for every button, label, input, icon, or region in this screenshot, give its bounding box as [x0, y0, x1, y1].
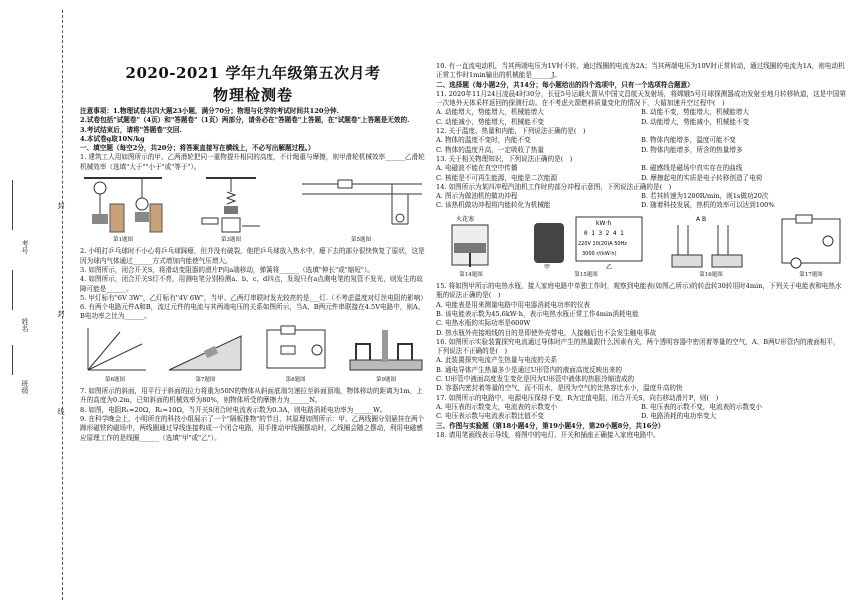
- question-18: 18. 请用笔画线表示导线，将图中的电灯、开关和插座正确接入家庭电路中。: [436, 430, 660, 439]
- q11-option-a: A. 动能增大，势能增大，机械能增大: [436, 108, 544, 117]
- household-circuit-diagram-icon: [296, 174, 426, 236]
- class-field[interactable]: [12, 345, 13, 375]
- name-field[interactable]: [12, 270, 13, 310]
- figure-row-2: [80, 324, 426, 385]
- question-15: 15. 将如图甲所示的电热水瓶，接入家庭电路中单独工作时，观察到电能表(如图乙所示)的转盘转30转用时4min，下列关于电能表和电热水瓶的说法正确的是( ): [436, 282, 842, 300]
- figure-14: [436, 213, 506, 280]
- q15-option-a: A. 电能表是用来测量电路中用电器消耗电功率的仪表: [436, 300, 591, 309]
- q14-option-c: C. 该热机做功冲程将内能转化为机械能: [436, 201, 551, 210]
- figure-5: [296, 174, 426, 245]
- figure-14-caption: 第14题图: [459, 271, 483, 278]
- q15-option-c: C. 电热水瓶的实际功率是600W: [436, 319, 531, 328]
- right-column: [436, 62, 846, 440]
- figure-3-caption: 第3题图: [221, 237, 241, 244]
- resistor-circuit-icon: [261, 324, 331, 376]
- figure-7: [165, 324, 245, 385]
- question-13: 13. 关于相关物理知识，下列说法正确的是( ): [436, 154, 573, 163]
- spark-plug-label: 火花塞: [456, 215, 475, 223]
- question-6: 6. 有两个电路元件A和B，流过元件的电流与其两端电压的关系如图所示，当A、B两元件串联接在4.5V电路中，则A、B电功率之比为______。: [80, 303, 425, 321]
- exam-no-label: 考号: [21, 240, 29, 254]
- q11-option-b: B. 动能不变，势能增大，机械能增大: [641, 108, 749, 117]
- figure-1-caption: 第1题图: [113, 237, 133, 244]
- binding-dashed-line: [62, 10, 63, 600]
- binding-margin: [0, 0, 78, 608]
- section-2-heading: 二、选择题（每小题2分，共14分；每小题给出的四个选项中，只有一个选项符合题意）: [436, 80, 694, 89]
- meter-rating: 220V 10(20)A 50Hz: [578, 240, 627, 247]
- seal-label-2: 封: [57, 310, 65, 317]
- figure-16: [666, 213, 756, 280]
- q15-option-d: D. 热水瓶外壳接地线的目的是即使外壳带电，人接触后也不会发生触电事故: [436, 328, 657, 337]
- iv-graph-icon: [80, 324, 150, 376]
- figure-8: [261, 324, 331, 385]
- q17-option-d: D. 电路消耗的电功率变大: [641, 412, 717, 421]
- section-3-heading: 三、作图与实验题（第18小题4分，第19小题4分，第20小题8分，共16分）: [436, 421, 665, 430]
- figure-9-caption: 第9题图: [375, 376, 396, 383]
- question-7: 7. 如图所示的斜面，用平行于斜面的拉力将重为50N的物体从斜面底端匀速拉至斜面顶端，物体移动的距离为1m，上升的高度为0.2m，已知斜面的机械效率为80%，则物体所受的摩擦力为______N。: [80, 387, 423, 405]
- note-1: 注意事项：1.物理试卷共四大题23小题，满分70分；物理与化学的考试时间共120分钟.: [80, 107, 339, 115]
- incline-diagram-icon: [165, 324, 245, 376]
- seal-label: 封: [57, 202, 65, 209]
- figure-8-caption: 第8题图: [285, 376, 306, 383]
- question-16: 16. 如图所示实验装置探究电流通过导体时产生的热量跟什么因素有关，两个透明容器中密闭着等量的空气，A、B两U形管内的液面相平，下列说法不正确的是( ): [436, 337, 840, 356]
- q12-option-c: C. 物体的温度升高，一定吸收了热量: [436, 145, 544, 154]
- q16-option-a: A. 此装置探究电流产生热量与电流的关系: [436, 356, 558, 365]
- question-10: 10. 有一直流电动机，当其两端电压为1V时不转，通过线圈的电流为2A；当其两端电压为10V时正常转动，通过线圈的电流为1A，则电动机正常工作时1min输出的机械能是______J。: [436, 62, 845, 80]
- note-2: 2.试卷包括"试题卷"（4页）和"答题卷"（1页）两部分，请务必在"答题卷"上答题，在"试题卷"上答题是无效的.: [80, 116, 410, 125]
- question-1: 1. 建筑工人用如图所示的甲、乙两滑轮把同一重物提升相同的高度，不计绳重与摩擦，则甲滑轮机械效率______乙滑轮机械效率（选填"大于""小于"或"等于"）。: [80, 153, 425, 171]
- q17-option-a: A. 电压表的示数变大，电流表的示数变小: [436, 402, 558, 411]
- q17-option-c: C. 电压表示数与电流表示数比值不变: [436, 412, 544, 421]
- exam-title: 2020-2021 学年九年级第五次月考: [125, 64, 381, 82]
- q17-option-b: B. 电压表的示数不变，电流表的示数变小: [641, 402, 763, 411]
- q12-option-a: A. 物体的温度不变时，内能不变: [436, 136, 531, 145]
- q16-option-d: D. 容器内密封着等量的空气，而不用水，是因为空气的比热容比水小，温度升高的快: [436, 384, 683, 393]
- q11-option-d: D. 动能增大，势能减小，机械能不变: [641, 117, 750, 126]
- class-label: 班级: [21, 380, 29, 394]
- q13-option-d: D. 摩擦起电的实质是电子转移创造了电荷: [641, 173, 763, 182]
- line-label: 线: [57, 408, 65, 415]
- q14-option-d: D. 随着科技发展，热机的效率可以达到100%: [641, 201, 775, 210]
- kettle-and-meter-icon: [526, 213, 646, 271]
- figure-16-caption: 第16题图: [699, 271, 723, 278]
- q13-option-a: A. 电磁波不能在真空中传播: [436, 164, 518, 173]
- electromagnet-diagram-icon: [196, 174, 266, 236]
- note-3: 3.考试结束后，请将"答题卷"交回.: [80, 125, 182, 134]
- note-4: 4.本试卷g取10N/kg: [80, 134, 145, 143]
- figure-row-3: [436, 213, 846, 280]
- q14-option-b: B. 若其转速为1200R/min，则1s做功20次: [641, 192, 769, 201]
- fig15-jia-label: 甲: [544, 263, 551, 271]
- figure-15-caption: 第15题图: [574, 271, 598, 278]
- figure-row-1: [80, 174, 426, 245]
- figure-1: [80, 174, 166, 245]
- question-5: 5. 甲灯标有"6V 3W"，乙灯标有"4V 6W"，当甲、乙两灯串联时发光较亮的是___灯.（不考虑温度对灯丝电阻的影响）: [80, 293, 427, 302]
- q16-option-c: C. U形管中液面高度发生变化是因为U形管中液体的热胀冷缩造成的: [436, 375, 635, 384]
- figure-9: [346, 324, 426, 385]
- q13-option-c: C. 核能是不可再生能源，电能是二次能源: [436, 173, 558, 182]
- question-4: 4. 如图所示，闭合开关S灯不亮，用测电笔分别检测a、b、c、d四点，发现只有a点测电笔的氖管不发光，则发生的故障可能是______。: [80, 275, 423, 293]
- left-column: [80, 107, 426, 443]
- question-17: 17. 如图所示的电路中，电源电压保持不变，R为定值电阻，闭合开关S，向右移动滑片P，则( ): [436, 393, 719, 402]
- q13-option-b: B. 磁感线是磁场中真实存在的曲线: [641, 164, 743, 173]
- u-tube-diagram-icon: [666, 213, 756, 271]
- q12-option-b: B. 物体内能增多，温度可能不变: [641, 136, 736, 145]
- fig15-yi-label: 乙: [606, 263, 613, 271]
- q14-option-a: A. 图示为做油机的做功冲程: [436, 192, 518, 201]
- q11-option-c: C. 动能减小，势能增大，机械能不变: [436, 117, 544, 126]
- figure-3: [196, 174, 266, 245]
- figure-17: [776, 213, 846, 280]
- name-label: 姓名: [21, 318, 29, 332]
- pulley-diagram-icon: [80, 174, 166, 236]
- question-11: 11. 2020年11月24日凌晨4时30分，长征5号运载火箭从中国文昌航天发射场，将嫦娥5号月球探测器成功发射至地月转移轨道，这是中国第一次地外天体采样返回的探测行动。在不考虑火箭燃料质量变化的情况下，大循加速升空过程中( ): [436, 89, 846, 108]
- q15-option-b: B. 该电能表示数为45.6kW·h，表示电热水瓶正常工作4min消耗电能: [436, 309, 639, 318]
- meter-revs: 3000 r/(kW·h): [582, 250, 617, 257]
- meter-reading: 0 1 3 2 4 1: [584, 229, 624, 237]
- question-14: 14. 如图所示为某四冲程汽油机工作时的部分冲程示意图，下列说法正确的是( ): [436, 182, 672, 191]
- slider-circuit-icon: [776, 213, 846, 271]
- figure-6: [80, 324, 150, 385]
- figure-17-caption: 第17题图: [799, 271, 823, 278]
- question-9: 9. 在科学晚会上，小明所在的科技小组展示了一个"隔板推物"的节目，其原理如图所示：甲、乙两线圈分别悬挂在两个蹄形磁铁的磁场中，两线圈通过导线连接构成一个闭合电路，用手推动甲线圈摆动时，乙线圈会随之摆动，利用电磁感应原理工作的是线圈______（选填"甲"或"乙"）。: [80, 414, 425, 442]
- fig16-ab-label: A B: [696, 215, 707, 223]
- figure-5-caption: 第5题图: [351, 237, 371, 244]
- figure-7-caption: 第7题图: [195, 376, 216, 383]
- q12-option-d: D. 物体内能增多，所含的热量增多: [641, 145, 743, 154]
- meter-unit: kW·h: [596, 219, 612, 227]
- magnet-coils-diagram-icon: [346, 324, 426, 376]
- q16-option-b: B. 通电导体产生热量多少是通过U形管内的液面高度反映出来的: [436, 365, 623, 374]
- exam-no-field[interactable]: [12, 180, 13, 230]
- engine-cylinder-icon: [436, 213, 506, 271]
- question-2: 2. 小明打乒乓球时不小心将乒乓球踩瘪，但并没有破裂，他把乒乓球放入热水中，瘪下去的部分很快恢复了原状，这是因为球内气体通过______方式增加内能使气压增大。: [80, 247, 425, 265]
- question-12: 12. 关于温度、热量和内能，下列说法正确的是( ): [436, 127, 586, 136]
- section-1-heading: 一、填空题（每空2分，共20分；将答案直接写在横线上，不必写出解题过程。）: [80, 144, 315, 153]
- question-8: 8. 如图，电阻R₁=20Ω，R₂=10Ω，当开关S闭合时电流表示数为0.3A，则电路消耗电功率为______W。: [80, 405, 387, 414]
- figure-6-caption: 第6题图: [105, 376, 125, 383]
- figure-15: [526, 213, 646, 280]
- question-3: 3. 如图所示，闭合开关S，将滑动变阻器的滑片P向a端移动，弹簧将______（选填"伸长"或"缩短"）。: [80, 265, 374, 274]
- exam-subtitle: 物理检测卷: [212, 86, 293, 104]
